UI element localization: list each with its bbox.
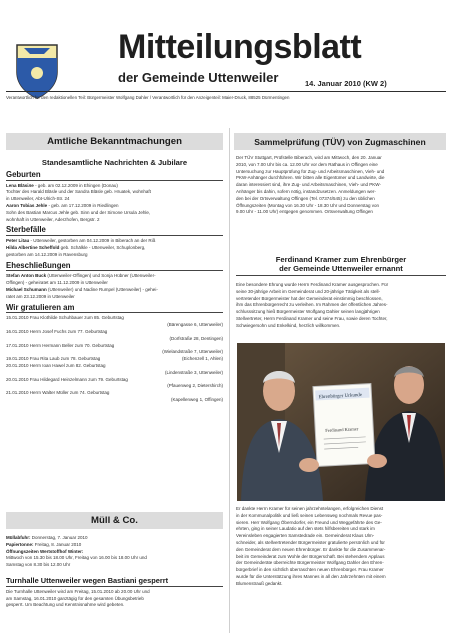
ceremony-photo-illustration <box>237 343 445 501</box>
paragraph-line: Eine besondere Ehrung wurde Herrn Ferdinand Kramer ausgesprochen. Für <box>236 282 389 287</box>
paragraph-line: Anhänger bis dahin, sofern nötig, instandzusetzen. Anmeldungen wer- <box>236 188 376 194</box>
list-item: Aaron Tobias Jehle - geb. am 17.12.2009 in Riedlingen <box>6 202 119 208</box>
list-item: in Uttenweiler, Abt-Ulrich-Str. 24 <box>6 196 70 202</box>
birthday-entry: 19.01.2010 Frau Rita Laub zum 78. Geburtstag (Eichenzell 1, Ahlen) <box>6 356 223 362</box>
list-item: Michael Schumann (Uttenweiler) und Nadine Rumpel (Uttenweiler) - gehei- <box>6 286 158 292</box>
responsibility-line: Verantwortlich für den redaktionellen Teil: Bürgermeister Wolfgang Dahler / Verantwortlich für den Anzeigenteil: Maier-Druck, 88525 Dürmentingen <box>6 95 290 100</box>
paragraph-line: Blumenstrauß gedankt. <box>236 580 283 586</box>
section-banner-official: Amtliche Bekanntmachungen <box>6 133 223 150</box>
paragraph-line: am Samstag, 16.01.2010 ganztägig für den gesamten Übungsbetrieb <box>6 595 144 601</box>
births-rule <box>6 180 223 181</box>
paragraph-line: den Gemeinderat dem neuen Ehrenbürger. Er dankte für die Zusammenar- <box>236 546 386 552</box>
list-item: Stefan Anton Buck (Uttenweiler-Offingen) und Sonja Hübner (Uttenweiler- <box>6 273 156 279</box>
paragraph-line: daran interessiert sind, ihre Zug- und Arbeitsmaschinen, Vieh- und PKW- <box>236 182 381 188</box>
header-divider <box>6 91 446 92</box>
list-item: Mittwoch von 15.30 bis 18.00 Uhr, Freitag von 16.00 bis 18.00 Uhr und <box>6 555 147 561</box>
section-banner-waste: Müll & Co. <box>6 512 223 529</box>
deaths-heading: Sterbefälle <box>6 225 46 235</box>
paragraph-line: Schwiegersohn und Enkelkind, herzlich willkommen. <box>236 322 341 328</box>
birthday-entry: 20.01.2010 Frau Hildegard Heinzelmann zum 79. Geburtstag (Pfauenweg 2, Dietershirch) <box>6 376 223 389</box>
honorary-citizen-body <box>236 506 446 588</box>
gym-closure-heading: Turnhalle Uttenweiler wegen Bastiani gesperrt <box>6 575 169 585</box>
list-item: Müllabfuhr: Donnerstag, 7. Januar 2010 <box>6 535 88 540</box>
deaths-rule <box>6 235 223 236</box>
births-heading: Geburten <box>6 169 41 179</box>
list-item: wohnhaft in Uttenweiler, Aderzhofen, Bergstr. 2 <box>6 216 100 222</box>
certificate-title: Ehrenbürger Urkunde <box>318 393 363 401</box>
paragraph-line: den bei der Ortsverwaltung Offingen (Tel. 07374/545) zu den üblichen <box>236 195 375 201</box>
paragraph-line: beit im Gemeinderat zum Wohle der Bürgerschaft. Bei stehendem Applaus <box>236 553 385 559</box>
masthead <box>0 0 452 118</box>
paragraph-line: sieren. Herr Wolfgang Öberndorfer, ein Freund und Weggefährte des Ge- <box>236 519 382 525</box>
column-divider <box>229 128 230 633</box>
birthday-entry: 15.01.2010 Frau Klothilde Schuhbauer zum 85. Geburtstag (Bärengasse 6, Uttenweiler) <box>6 315 223 328</box>
paragraph-line: ehrten, ging in seiner Laudatio auf den stets hilfsbereiten und stark im <box>236 526 375 532</box>
paragraph-line: Der TÜV Stuttgart, Prüfstelle Biberach, wird am Mittwoch, den 20. Januar <box>236 155 382 160</box>
paragraph-line: 2010, von 7.00 Uhr bis ca. 12.00 Uhr vor dem Rathaus in Offingen eine <box>236 161 378 167</box>
paragraph-line: Untersuchung zur Hauptprüfung für Zug- und Arbeitsmaschinen, Vieh- und <box>236 168 385 174</box>
issue-date: 14. Januar 2010 (KW 2) <box>305 79 387 88</box>
list-item: Papiertonne: Freitag, 8. Januar 2010 <box>6 541 82 547</box>
honorary-citizen-heading: Ferdinand Kramer zum Ehrenbürger der Gemeinde Uttenweiler ernannt <box>236 255 446 276</box>
list-item: Hilda Albertine Scheffold geb. Schälkle - Uttenweiler, Schuplonberg, <box>6 244 146 250</box>
paragraph-line: schneider, als stellvertretender Bürgermeister gratulierte persönlich und für <box>236 539 385 545</box>
list-item: gestorben am 14.12.2009 in Ravensburg <box>6 251 88 257</box>
birthday-entry: 17.01.2010 Herrn Hermann Beller zum 70. Geburtstag (Wielandstraße 7, Uttenweiler) <box>6 342 223 355</box>
paragraph-line: 9.00 Uhr - 11.00 Uhr) entgegen genommen. Ortsverwaltung Offingen <box>236 209 373 215</box>
gym-closure-rule <box>6 586 223 587</box>
paragraph-line: bürgerbrief in den sichtlich überraschten neuen Ehrenbürger. Frau Kramer <box>236 567 384 573</box>
paragraph-line: Er dankte Herrn Kramer für seinen jahrzehntelangen, erfolgreichen Dienst <box>236 506 384 511</box>
list-item: Öffnungszeiten Wertstoffhof Winter: <box>6 548 84 554</box>
paragraph-line: der Gemeinderäte überreichte Bürgermeister Wolfgang Dahler den Ehren- <box>236 560 384 566</box>
ceremony-photo <box>237 343 445 501</box>
birthday-entry: 20.01.2010 Herrn Ioan Hawel zum 82. Geburtstag (Lindenstraße 3, Uttenweiler) <box>6 362 223 375</box>
birthdays-rule <box>6 312 223 313</box>
paragraph-line: Vereinsleben engagierten Samstedrade ein. Gemeinderat Klaus Ulm- <box>236 533 375 539</box>
list-item: Sohn des Bastian Marcus Jehle geb. Sinn und der Simone Ursula Jehle, <box>6 209 151 215</box>
paragraph-line: Stellvertreter, Herrn Ferdinand Kramer und seine Frau, sowie deren Tochter, <box>236 315 388 321</box>
paragraph-line: vertretender Bürgermeister hat der Gemeinderat einstimmig beschlossen, <box>236 295 383 301</box>
paragraph-line: Die Turnhalle Uttenweiler wird am Freitag, 15.01.2010 ab 20.00 Uhr und <box>6 588 150 594</box>
waste-info <box>6 535 223 609</box>
honorary-citizen-intro <box>236 282 446 330</box>
paragraph-line: wurde für die Unterstützung ihres Mannes in all den Jahrzehnten mit einem <box>236 573 386 579</box>
paragraph-line: schlusssitzung hieß Bürgermeister Wolfgang Dahler seinen langjährigen <box>236 309 380 315</box>
list-item: ratet am 23.12.2009 in Uttenweiler <box>6 293 75 299</box>
paragraph-line: ihm das Ehrenbürgerrecht zu verleihen. Im Rahmen der öffentlichen Jahres- <box>236 302 388 308</box>
list-item: Samstag von 8.30 bis 12.00 Uhr <box>6 562 71 568</box>
paragraph-line: seine 30-jährige Arbeit im Gemeinderat und 20-jährige Tätigkeit als stell- <box>236 288 380 294</box>
newsletter-title: Mitteilungsblatt <box>118 28 362 66</box>
marriages-heading: Eheschließungen <box>6 260 71 270</box>
birthdays-heading: Wir gratulieren am <box>6 302 75 312</box>
list-item: Tochter des Harald Bläsle und der Sandra Bläsle geb. Hruatek, wohnhaft <box>6 189 151 195</box>
birthday-entry: 21.01.2010 Herrn Walter Müller zum 74. Geburtstag (Kapellenweg 1, Offingen) <box>6 390 223 402</box>
certificate-name: Ferdinand Kramer <box>325 426 359 433</box>
paragraph-line: Öffnungszeiten (Montag von 16.30 Uhr - 18.30 Uhr und Donnerstag von <box>236 202 380 208</box>
paragraph-line: PKW-Anhänger durchführen. Wir bitten alle Eigentümer und Landwirte, die <box>236 175 385 181</box>
paragraph-line: gesperrt. Um Beachtung und Kenntnisnahme wird gebeten. <box>6 602 125 608</box>
list-item: Lena Bläsiле - geb. am 02.12.2009 in Ehingen (Donau) <box>6 182 118 188</box>
newsletter-subtitle: der Gemeinde Uttenweiler <box>118 70 279 85</box>
birthday-entry: 16.01.2010 Herrn Josef Fuchs zum 77. Geburtstag (Dorfstraße 28, Dentingen) <box>6 328 223 341</box>
tuev-notice <box>236 155 446 216</box>
heading-rule <box>236 275 446 276</box>
births-list <box>6 183 223 224</box>
left-column <box>6 160 223 404</box>
list-item: Peter Litau - Uttenweiler, gestorben am 04.12.2009 in Biberach an der Riß <box>6 238 156 244</box>
list-item: Offingen) - geheiratet am 11.12.2009 in Uttenweiler <box>6 280 108 286</box>
paragraph-line: in der Kommunalpolitik und ließ seinen Lebensweg nochmals Revue pas- <box>236 512 383 518</box>
section-banner-tuev: Sammelprüfung (TÜV) von Zugmaschinen <box>234 133 446 150</box>
civil-registry-heading: Standesamtliche Nachrichten & Jubilare <box>41 158 188 167</box>
marriages-rule <box>6 270 223 271</box>
